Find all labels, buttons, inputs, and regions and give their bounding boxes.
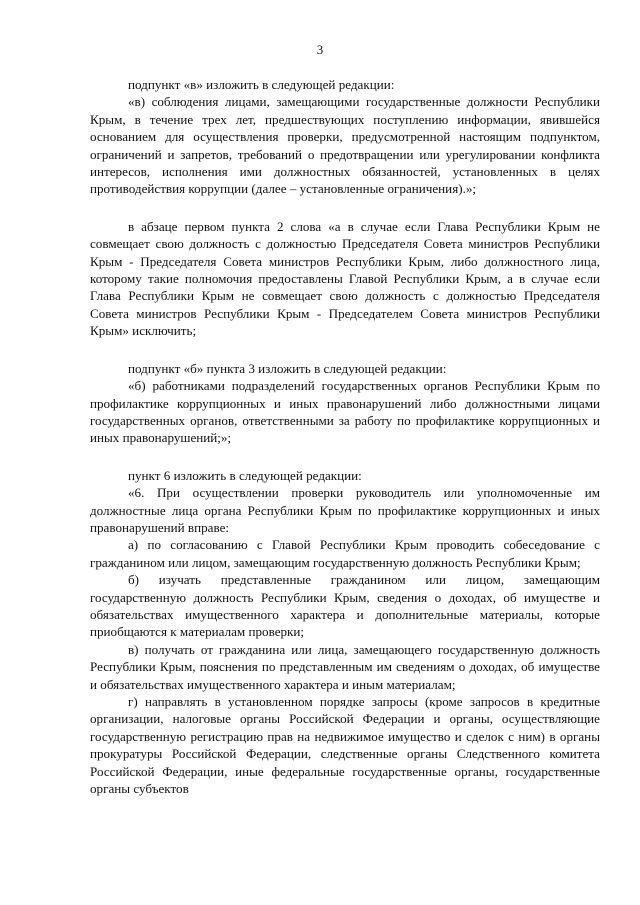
paragraph-point-6-b: б) изучать представленные гражданином или лицом, замещающим государственную должность Республики Крым, сведения о доходах, об имуществе и обязательствах имущественного характера и дополнительные материалы, которые приобщаются к материалам проверки; [90,572,600,640]
paragraph-point-6-v: в) получать от гражданина или лица, замещающего государственную должность Республики Крым, пояснения по представленным им сведениям о доходах, об имуществе и обязательствах имущественного характера и иным материалам; [90,641,600,692]
page-number: 3 [316,42,324,57]
paragraph-point-6-a: а) по согласованию с Главой Республики Крым проводить собеседование с гражданином или лицом, замещающим государственную должность Республики Крым; [90,537,600,570]
paragraph-subpoint-b-text: «б) работниками подразделений государственных органов Республики Крым по профилактике коррупционных и иных правонарушений либо должностными лицами государственных органов, ответственными за работу по профилактике коррупционных и иных правонарушений;»; [90,378,600,446]
paragraph-point-2-amendment: в абзаце первом пункта 2 слова «а в случае если Глава Республики Крым не совмещает свою должность с должностью Председателя Совета министров Республики Крым - Председателя Совета министров Республики Крым, либо должностного лица, которому такие полномочия предоставлены Главой Республики Крым, а в случае если Глава Республики Крым не совмещает свою должность с должностью Председателя Совета министров Республики Крым - Председателем Совета министров Республики Крым» исключить; [90,218,600,339]
paragraph-point-6-intro: пункт 6 изложить в следующей редакции: [128,467,362,483]
paragraph-subpoint-v-intro: подпункт «в» изложить в следующей редакции: [128,77,395,92]
document-body [90,76,600,797]
paragraph-point-6-text: «6. При осуществлении проверки руководитель или уполномоченные им должностные лица органа Республики Крым по профилактике коррупционных и иных правонарушений вправе: [90,485,600,535]
paragraph-subpoint-b-intro: подпункт «б» пункта 3 изложить в следующей редакции: [128,360,447,376]
paragraph-point-6-g: г) направлять в установленном порядке запросы (кроме запросов в кредитные организации, налоговые органы Российской Федерации и органы, осуществляющие государственную регистрацию прав на недвижимое имущество и сделок с ним) в органы прокуратуры Российской Федерации, следственные органы Следственного комитета Российской Федерации, иные федеральные государственные органы, государственные органы субъектов [90,694,600,797]
paragraph-subpoint-v-text: «в) соблюдения лицами, замещающими государственные должности Республики Крым, в течение трех лет, предшествующих поступлению информации, явившейся основанием для осуществления проверки, предусмотренной настоящим подпунктом, ограничений и запретов, требований о предотвращении или урегулировании конфликта интересов, исполнения ими должностных обязанностей, установленных в целях противодействия коррупции (далее – установленные ограничения).»; [90,94,600,197]
